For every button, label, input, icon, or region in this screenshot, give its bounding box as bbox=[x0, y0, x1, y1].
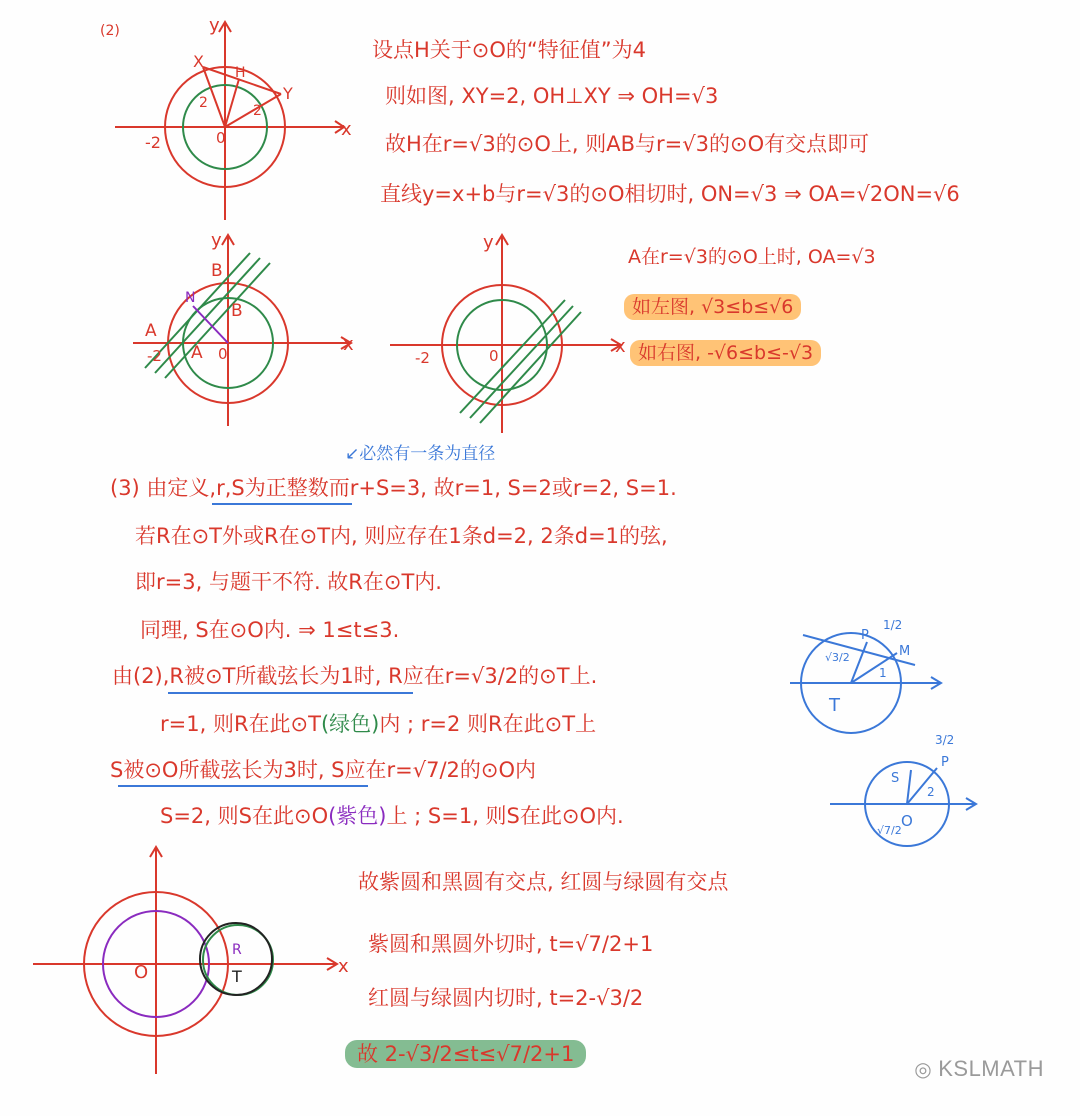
s2-highlight-left-text: 如左图, √3≤b≤√6 bbox=[624, 294, 801, 320]
s3-line-4: 同理, S在⊙O内. ⇒ 1≤t≤3. bbox=[140, 618, 400, 642]
conclusion-line-3: 红圆与绿圆内切时, t=2-√3/2 bbox=[368, 986, 644, 1010]
s3-line-5 bbox=[112, 666, 597, 687]
bf-label-R: R bbox=[232, 942, 242, 958]
s3-line-8-c: 上 ; S=1, 则S在此⊙O内. bbox=[386, 804, 624, 828]
s2-line-2: 则如图, XY=2, OH⊥XY ⇒ OH=√3 bbox=[385, 84, 719, 108]
s3-line-5-suffix: , R应在r=√3/2的⊙T上. bbox=[374, 664, 598, 688]
s3-line-1 bbox=[110, 478, 677, 499]
conclusion-line-1: 故紫圆和黑圆有交点, 红圆与绿圆有交点 bbox=[358, 870, 729, 894]
s2-highlight-left bbox=[624, 298, 801, 317]
bottom-figure bbox=[28, 842, 358, 1082]
s3-line-6-b: (绿色) bbox=[320, 712, 380, 736]
s3-line-1-prefix: (3) 由定义, bbox=[110, 476, 217, 500]
fig2-label-N: N bbox=[185, 290, 196, 306]
sf2-label-S: S bbox=[891, 771, 900, 786]
bf-label-o: O bbox=[134, 962, 149, 983]
figure-2 bbox=[125, 228, 365, 428]
s3-line-7-underlined: S被⊙O所截弦长为3时 bbox=[110, 758, 318, 782]
fig1-label-two-b: 2 bbox=[253, 103, 262, 119]
s2-highlight-right bbox=[630, 344, 821, 363]
fig2-label-A2: A bbox=[191, 343, 203, 363]
bf-label-T: T bbox=[232, 967, 242, 986]
fig2-label-x-axis: x bbox=[343, 334, 354, 355]
conclusion-final bbox=[345, 1044, 586, 1065]
sf2-label-root: √7/2 bbox=[877, 824, 902, 837]
fig1-label-Y: Y bbox=[283, 84, 293, 103]
sf2-label-half: 3/2 bbox=[935, 733, 955, 747]
fig2-label-B1: B bbox=[211, 261, 223, 281]
s3-line-6 bbox=[160, 714, 596, 735]
watermark bbox=[914, 1056, 1044, 1082]
fig2-label-y: y bbox=[211, 230, 222, 251]
s3-line-6-c: 内 ; r=2 则R在此⊙T上 bbox=[379, 712, 597, 736]
sf2-label-O: O bbox=[901, 812, 913, 830]
fig2-label-B2: B bbox=[231, 301, 243, 321]
fig1-label-x-axis: x bbox=[341, 119, 352, 140]
s3-note: ↙必然有一条为直径 bbox=[345, 444, 496, 464]
fig3-label-y: y bbox=[483, 232, 494, 253]
fig1-label-X: X bbox=[193, 52, 204, 71]
s3-line-5-underlined: R被⊙T所截弦长为1时 bbox=[169, 664, 375, 688]
wechat-icon: ◎ bbox=[914, 1059, 933, 1081]
s3-line-7-suffix: , S应在r=√7/2的⊙O内 bbox=[317, 758, 537, 782]
fig1-label-two-a: 2 bbox=[199, 95, 208, 111]
sf2-label-two: 2 bbox=[927, 785, 935, 799]
small-figure-2 bbox=[825, 730, 990, 855]
s2-line-5: A在r=√3的⊙O上时, OA=√3 bbox=[628, 246, 876, 268]
small-figure-1 bbox=[785, 615, 955, 745]
s3-line-8-b: (紫色) bbox=[328, 804, 387, 828]
s2-highlight-right-text: 如右图, -√6≤b≤-√3 bbox=[630, 340, 821, 366]
sf1-label-P: P bbox=[861, 628, 869, 643]
section2-label: (2) bbox=[100, 23, 120, 39]
fig3-tangent-line-1 bbox=[460, 300, 565, 413]
watermark-text: KSLMATH bbox=[938, 1056, 1044, 1081]
s3-line-1-suffix: 而r+S=3, 故r=1, S=2或r=2, S=1. bbox=[328, 476, 677, 500]
s3-line-8-a: S=2, 则S在此⊙O bbox=[160, 804, 329, 828]
fig2-label-neg2: -2 bbox=[147, 347, 162, 365]
s2-line-4: 直线y=x+b与r=√3的⊙O相切时, ON=√3 ⇒ OA=√2ON=√6 bbox=[380, 182, 960, 206]
s3-line-3: 即r=3, 与题干不符. 故R在⊙T内. bbox=[135, 570, 442, 594]
figure-3 bbox=[385, 228, 635, 438]
fig3-tangent-line-3 bbox=[480, 312, 581, 423]
s2-line-3: 故H在r=√3的⊙O上, 则AB与r=√3的⊙O有交点即可 bbox=[385, 132, 870, 156]
s3-line-1-underlined: r,S为正整数 bbox=[216, 476, 329, 500]
fig2-tangent-line-2 bbox=[155, 258, 260, 373]
s3-line-7 bbox=[110, 760, 536, 781]
sf2-label-P: P bbox=[941, 755, 949, 770]
s3-underline-1 bbox=[212, 503, 352, 505]
conclusion-final-text: 故 2-√3/2≤t≤√7/2+1 bbox=[345, 1040, 586, 1068]
s3-line-8 bbox=[160, 806, 624, 827]
sf1-label-T: T bbox=[829, 695, 840, 716]
sf1-label-root: √3/2 bbox=[825, 651, 850, 664]
sf1-label-M: M bbox=[899, 644, 911, 659]
fig2-label-A1: A bbox=[145, 321, 157, 341]
sf1-label-one: 1 bbox=[879, 666, 887, 680]
fig3-label-x-axis: x bbox=[615, 336, 626, 357]
figure-1 bbox=[95, 15, 365, 225]
sf1-label-half: 1/2 bbox=[883, 618, 903, 632]
s3-underline-5 bbox=[168, 692, 413, 694]
fig3-label-origin: 0 bbox=[489, 347, 499, 365]
s3-underline-7 bbox=[118, 785, 368, 787]
s3-line-5-prefix: 由(2), bbox=[112, 664, 170, 688]
s3-line-2: 若R在⊙T外或R在⊙T内, 则应存在1条d=2, 2条d=1的弦, bbox=[135, 524, 668, 548]
fig1-label-origin: 0 bbox=[216, 129, 226, 147]
fig3-label-neg2: -2 bbox=[415, 349, 430, 367]
conclusion-line-2: 紫圆和黑圆外切时, t=√7/2+1 bbox=[368, 932, 654, 956]
fig2-label-origin: 0 bbox=[218, 345, 228, 363]
bf-label-x: x bbox=[338, 956, 349, 977]
fig1-label-y: y bbox=[209, 15, 220, 36]
s3-line-6-a: r=1, 则R在此⊙T bbox=[160, 712, 321, 736]
fig1-label-neg2: -2 bbox=[145, 133, 161, 152]
fig1-label-H: H bbox=[235, 65, 246, 81]
s2-line-1: 设点H关于⊙O的“特征值”为4 bbox=[372, 38, 647, 62]
